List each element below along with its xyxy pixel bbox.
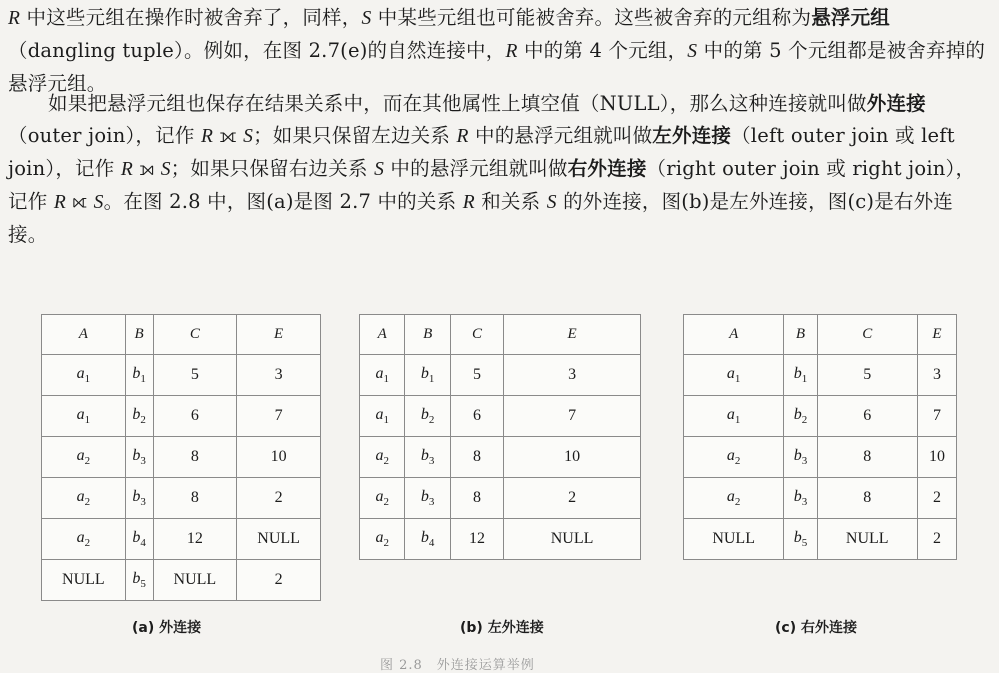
table-cell: 2 bbox=[237, 478, 321, 519]
column-header: B bbox=[405, 315, 450, 355]
table-row bbox=[42, 396, 321, 437]
var-s: S bbox=[687, 41, 698, 62]
column-header: A bbox=[684, 315, 784, 355]
table-cell: 8 bbox=[450, 478, 503, 519]
var-r: R bbox=[200, 126, 214, 147]
table-cell: $b_2$ bbox=[125, 396, 153, 437]
var-r: R bbox=[120, 159, 133, 180]
table-row bbox=[360, 355, 641, 396]
table-cell: $b_1$ bbox=[784, 355, 817, 396]
text-segment: 如果把悬浮元组也保存在结果关系中，而在其他属性上填空值（NULL），那么这种连接就叫做 bbox=[48, 92, 867, 115]
table-row bbox=[684, 396, 957, 437]
term-outer-join: 外连接 bbox=[866, 92, 926, 115]
table-cell: NULL bbox=[42, 560, 126, 601]
table-row bbox=[360, 519, 641, 560]
table-cell: $b_3$ bbox=[125, 478, 153, 519]
column-header: C bbox=[153, 315, 237, 355]
table-cell: 7 bbox=[504, 396, 641, 437]
table-cell: 6 bbox=[450, 396, 503, 437]
table-cell: $a_1$ bbox=[42, 355, 126, 396]
table-cell: $b_5$ bbox=[125, 560, 153, 601]
outer-join-symbol: ⟗ bbox=[213, 124, 244, 147]
term-left-outer-join: 左外连接 bbox=[652, 124, 732, 147]
table-cell: NULL bbox=[684, 519, 784, 560]
table-cell: 8 bbox=[450, 437, 503, 478]
table-cell: 3 bbox=[504, 355, 641, 396]
var-s: S bbox=[160, 159, 171, 180]
table-cell: $a_2$ bbox=[42, 519, 126, 560]
var-s: S bbox=[546, 192, 557, 213]
left-join-symbol: ⟕ bbox=[132, 157, 161, 180]
table-cell: 6 bbox=[153, 396, 237, 437]
table-cell: $b_4$ bbox=[125, 519, 153, 560]
table-cell: $b_3$ bbox=[784, 478, 817, 519]
caption-right-outer-join: (c) 右外连接 bbox=[775, 620, 857, 636]
text-segment: 和关系 bbox=[474, 190, 547, 213]
table-cell: $a_2$ bbox=[42, 478, 126, 519]
table-cell: $a_1$ bbox=[684, 355, 784, 396]
column-header: E bbox=[504, 315, 641, 355]
table-row bbox=[42, 355, 321, 396]
table-cell: NULL bbox=[237, 519, 321, 560]
column-header: B bbox=[784, 315, 817, 355]
table-cell: 3 bbox=[237, 355, 321, 396]
table-row bbox=[360, 437, 641, 478]
table-cell: $b_1$ bbox=[125, 355, 153, 396]
table-cell: $b_4$ bbox=[405, 519, 450, 560]
table-cell: 10 bbox=[504, 437, 641, 478]
term-dangling-tuple: 悬浮元组 bbox=[811, 6, 891, 29]
text-segment: （left outer join 或 left join），记作 bbox=[8, 124, 955, 180]
text-segment: 中的第 5 个元组都是被舍弃掉的悬浮元组。 bbox=[8, 39, 986, 95]
table-cell: NULL bbox=[817, 519, 917, 560]
var-s: S bbox=[243, 126, 254, 147]
column-header: C bbox=[817, 315, 917, 355]
var-r: R bbox=[505, 41, 518, 62]
right-join-symbol: ⟖ bbox=[65, 190, 94, 213]
header-row bbox=[360, 315, 641, 355]
table-cell: $a_1$ bbox=[684, 396, 784, 437]
table-cell: $b_3$ bbox=[125, 437, 153, 478]
figure-title: 图 2.8 外连接运算举例 bbox=[380, 658, 535, 673]
table-row bbox=[684, 478, 957, 519]
right-outer-join-table bbox=[683, 314, 957, 560]
table-cell: $a_1$ bbox=[360, 355, 405, 396]
table-cell: 8 bbox=[153, 478, 237, 519]
table-cell: 2 bbox=[504, 478, 641, 519]
table-cell: 8 bbox=[817, 437, 917, 478]
text-segment: 中的第 4 个元组， bbox=[517, 39, 688, 62]
table-cell: $b_3$ bbox=[784, 437, 817, 478]
text-segment: 中的悬浮元组就叫做 bbox=[384, 157, 568, 180]
table-cell: 10 bbox=[917, 437, 956, 478]
text-segment: 中某些元组也可能被舍弃。这些被舍弃的元组称为 bbox=[371, 6, 812, 29]
text-segment: 的外连接，图(b)是左外连接，图(c)是右外连接。 bbox=[8, 190, 954, 246]
table-row bbox=[42, 560, 321, 601]
table-cell: 2 bbox=[917, 519, 956, 560]
table-cell: 8 bbox=[817, 478, 917, 519]
text-segment: ；如果只保留左边关系 bbox=[253, 124, 457, 147]
column-header: E bbox=[237, 315, 321, 355]
table-row bbox=[360, 478, 641, 519]
left-outer-join-table bbox=[359, 314, 641, 560]
table-row bbox=[684, 519, 957, 560]
table-cell: 5 bbox=[450, 355, 503, 396]
text-segment: ；如果只保留右边关系 bbox=[170, 157, 375, 180]
table-cell: 8 bbox=[153, 437, 237, 478]
table-cell: 2 bbox=[237, 560, 321, 601]
caption-left-outer-join: (b) 左外连接 bbox=[460, 620, 544, 636]
header-row bbox=[684, 315, 957, 355]
table-cell: 2 bbox=[917, 478, 956, 519]
var-s: S bbox=[374, 159, 385, 180]
table-cell: $a_2$ bbox=[42, 437, 126, 478]
var-s: S bbox=[361, 8, 372, 29]
table-cell: 6 bbox=[817, 396, 917, 437]
column-header: A bbox=[42, 315, 126, 355]
column-header: A bbox=[360, 315, 405, 355]
table-cell: $a_2$ bbox=[684, 478, 784, 519]
header-row bbox=[42, 315, 321, 355]
table-cell: $a_1$ bbox=[360, 396, 405, 437]
table-cell: 12 bbox=[153, 519, 237, 560]
table-cell: 3 bbox=[917, 355, 956, 396]
table-cell: $a_2$ bbox=[360, 478, 405, 519]
table-row bbox=[684, 437, 957, 478]
table-cell: 10 bbox=[237, 437, 321, 478]
caption-outer-join: (a) 外连接 bbox=[132, 620, 202, 636]
table-cell: $b_3$ bbox=[405, 437, 450, 478]
table-cell: $a_2$ bbox=[360, 519, 405, 560]
table-cell: $b_3$ bbox=[405, 478, 450, 519]
outer-join-table bbox=[41, 314, 321, 601]
table-row bbox=[42, 478, 321, 519]
text-segment: 中的悬浮元组就叫做 bbox=[468, 124, 653, 147]
table-cell: $b_1$ bbox=[405, 355, 450, 396]
table-row bbox=[42, 519, 321, 560]
term-right-outer-join: 右外连接 bbox=[567, 157, 647, 180]
table-cell: 7 bbox=[917, 396, 956, 437]
table-cell: $a_2$ bbox=[360, 437, 405, 478]
table-cell: 12 bbox=[450, 519, 503, 560]
table-cell: 5 bbox=[153, 355, 237, 396]
table-cell: 7 bbox=[237, 396, 321, 437]
text-segment: （outer join），记作 bbox=[8, 124, 201, 147]
table-cell: $b_5$ bbox=[784, 519, 817, 560]
column-header: B bbox=[125, 315, 153, 355]
paragraph-1 bbox=[8, 2, 992, 100]
paragraph-2 bbox=[8, 88, 992, 251]
text-segment: 。在图 2.8 中，图(a)是图 2.7 中的关系 bbox=[103, 190, 463, 213]
column-header: E bbox=[917, 315, 956, 355]
text-segment: 中这些元组在操作时被舍弃了，同样， bbox=[20, 6, 362, 29]
table-cell: $b_2$ bbox=[405, 396, 450, 437]
table-cell: NULL bbox=[504, 519, 641, 560]
var-r: R bbox=[456, 126, 469, 147]
table-cell: 5 bbox=[817, 355, 917, 396]
var-r: R bbox=[462, 192, 475, 213]
table-cell: $a_1$ bbox=[42, 396, 126, 437]
text-segment: （dangling tuple）。例如，在图 2.7(e)的自然连接中， bbox=[8, 39, 506, 62]
table-row bbox=[684, 355, 957, 396]
table-cell: NULL bbox=[153, 560, 237, 601]
table-cell: $b_2$ bbox=[784, 396, 817, 437]
column-header: C bbox=[450, 315, 503, 355]
table-row bbox=[42, 437, 321, 478]
var-s: S bbox=[93, 192, 104, 213]
var-r: R bbox=[53, 192, 66, 213]
table-cell: $a_2$ bbox=[684, 437, 784, 478]
text-segment: （right outer join 或 right join），记作 bbox=[8, 157, 976, 213]
table-row bbox=[360, 396, 641, 437]
var-r: R bbox=[8, 8, 21, 29]
